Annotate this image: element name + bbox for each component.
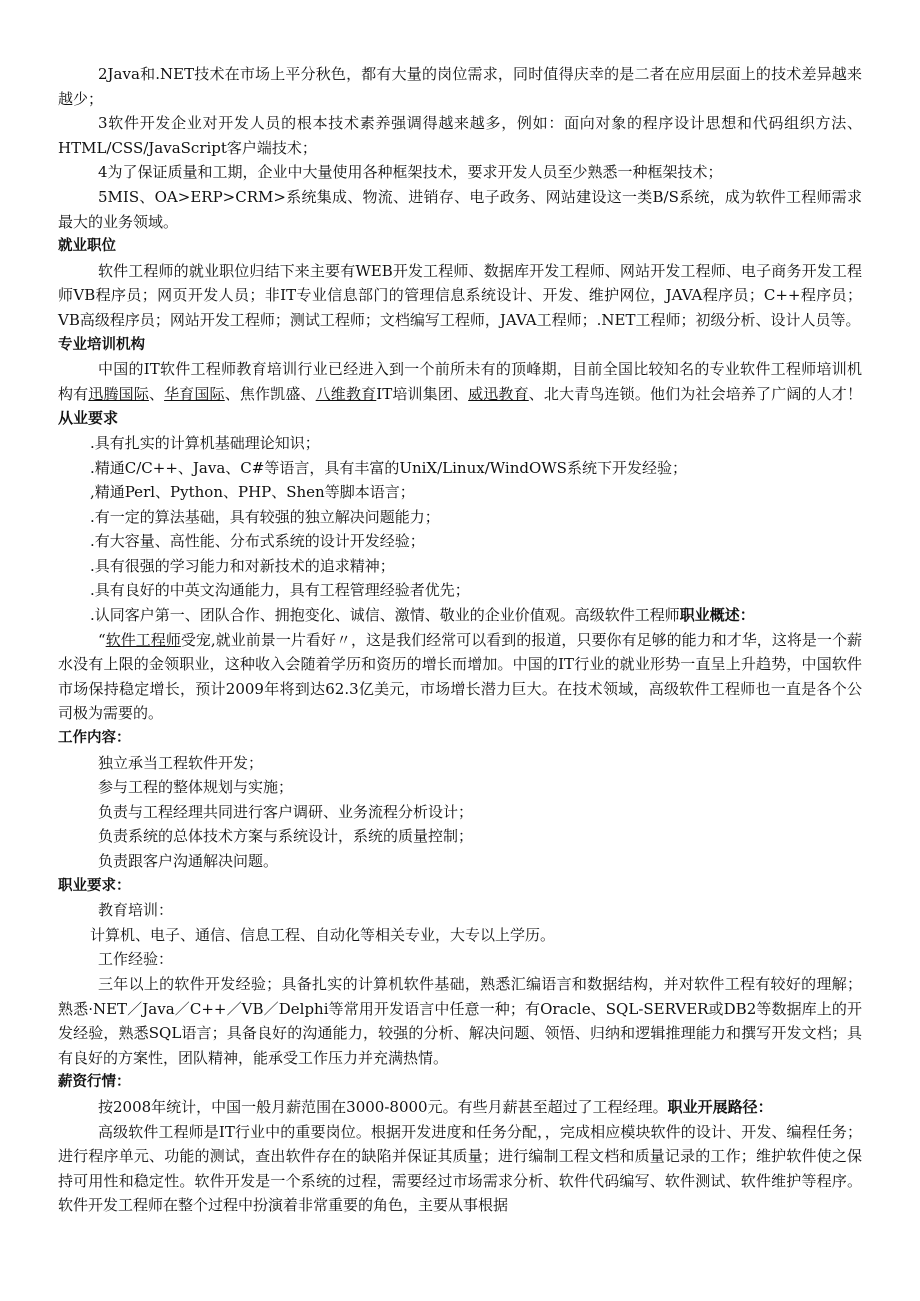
- jobs-heading: 就业职位: [58, 238, 116, 255]
- requirement-item: .精通C/C++、Java、C#等语言，具有丰富的UniX/Linux/WindOWS系统下开发经验；: [90, 458, 687, 477]
- values-item: [58, 603, 862, 628]
- career-requirements-heading: 职业要求：: [58, 877, 131, 894]
- experience-label: 工作经验：: [98, 950, 174, 969]
- education-label: 教育培训：: [98, 901, 174, 920]
- work-item: 参与工程的整体规划与实施；: [98, 778, 294, 797]
- link-weixun[interactable]: 威迅教育: [468, 384, 529, 403]
- work-item: 独立承当工程软件开发；: [98, 753, 264, 772]
- training-text-mid2: IT培训集团、: [376, 384, 469, 403]
- requirement-item: .有大容量、高性能、分布式系统的设计开发经验；: [90, 532, 425, 551]
- link-software-engineer[interactable]: 软件工程师: [105, 630, 181, 649]
- intro-paragraph-3: 3软件开发企业对开发人员的根本技术素养强调得越来越多，例如：面向对象的程序设计思想和代码组织方法、HTML/CSS/JavaScript客户端技术；: [58, 114, 862, 157]
- training-text-mid1: 、焦作凯盛、: [224, 384, 316, 403]
- training-sep: 、: [148, 384, 165, 403]
- salary-text: 按2008年统计，中国一般月薪范围在3000-8000元。有些月薪甚至超过了工程经理。: [98, 1097, 668, 1116]
- values-text: .认同客户第一、团队合作、拥抱变化、诚信、激情、敬业的企业价值观。高级软件工程师: [90, 606, 680, 625]
- intro-paragraph-2: 2Java和.NET技术在市场上平分秋色，都有大量的岗位需求，同时值得庆幸的是二者在应用层面上的技术差异越来越少；: [58, 65, 862, 108]
- requirements-heading: 从业要求: [58, 409, 119, 428]
- training-heading: 专业培训机构: [58, 336, 145, 353]
- salary-heading: 薪资行情：: [58, 1074, 131, 1091]
- jobs-paragraph: 软件工程师的就业职位归结下来主要有WEB开发工程师、数据库开发工程师、网站开发工程师、电子商务开发工程师VB程序员；网页开发人员；非IT专业信息部门的管理信息系统设计、开发、维护网位，JAVA程序员；C++程序员；VB高级程序员；网站开发工程师；测试工程师；文档编写工程师，JAVA工程师；.NET工程师；初级分析、设计人员等。: [58, 261, 862, 329]
- overview-heading: 职业概述：: [679, 606, 755, 625]
- overview-paragraph: [58, 628, 862, 726]
- career-path-heading: 职业开展路径：: [667, 1097, 773, 1116]
- requirement-item: .具有很强的学习能力和对新技术的追求精神；: [90, 556, 395, 575]
- work-item: 负责与工程经理共同进行客户调研、业务流程分析设计；: [98, 802, 474, 821]
- work-item: 负责跟客户沟通解决问题。: [98, 852, 279, 870]
- intro-paragraph-4: 4为了保证质量和工期，企业中大量使用各种框架技术，要求开发人员至少熟悉一种框架技术；: [98, 163, 723, 182]
- overview-text: 受宠,就业前景一片看好〃，这是我们经常可以看到的报道，只要你有足够的能力和才华，这将是一个薪水没有上限的金领职业，这种收入会随着学历和资历的增长而增加。中国的IT行业的就业形势一直呈上升趋势，中国软件市场保持稳定增长，预计2009年将到达62.3亿美元，市场增长潜力巨大。在技术领域，高级软件工程师也一直是各个公司极为需要的。: [58, 630, 862, 723]
- salary-paragraph: [58, 1095, 862, 1120]
- requirement-item: .具有良好的中英文沟通能力，具有工程管理经验者优先；: [90, 581, 470, 600]
- link-xunteng[interactable]: 迅腾国际: [88, 384, 149, 403]
- link-bawei[interactable]: 八维教育: [315, 384, 377, 403]
- overview-open-quote: “: [98, 630, 106, 649]
- work-heading: 工作内容：: [58, 730, 131, 747]
- education-text: 计算机、电子、通信、信息工程、自动化等相关专业，大专以上学历。: [90, 925, 556, 944]
- requirement-item: .有一定的算法基础，具有较强的独立解决问题能力；: [90, 507, 440, 526]
- training-paragraph: [58, 357, 862, 431]
- link-huayu[interactable]: 华育国际: [164, 384, 225, 403]
- career-path-paragraph: 高级软件工程师是IT行业中的重要岗位。根据开发进度和任务分配，，完成相应模块软件的设计、开发、编程任务；进行程序单元、功能的测试，查出软件存在的缺陷并保证其质量；进行编制工程文档和质量记录的工作；维护软件使之保持可用性和稳定性。软件开发是一个系统的过程，需要经过市场需求分析、软件代码编写、软件测试、软件维护等程序。软件开发工程师在整个过程中扮演着非常重要的角色，主要从事根据: [58, 1122, 862, 1215]
- intro-paragraph-5: 5MIS、OA>ERP>CRM>系统集成、物流、进销存、电子政务、网站建设这一类B/S系统，成为软件工程师需求最大的业务领域。: [58, 187, 862, 231]
- experience-text: 三年以上的软件开发经验；具备扎实的计算机软件基础，熟悉汇编语言和数据结构，并对软件工程有较好的理解；熟悉·NET／Java／C++／VB／Delphi等常用开发语言中任意一种；有Oracle、SQL-SERVER或DB2等数据库上的开发经验，熟悉SQL语言；具备良好的沟通能力，较强的分析、解决问题、领悟、归纳和逻辑推理能力和撰写开发文档；具有良好的方案性，团队精神，能承受工作压力并充满热情。: [58, 974, 862, 1067]
- requirement-item: .具有扎实的计算机基础理论知识；: [90, 433, 320, 452]
- requirement-item: ,精通Perl、Python、PHP、Shen等脚本语言；: [90, 483, 415, 502]
- training-text-end: 、北大青鸟连锁。他们为社会培养了广阔的人才！: [528, 384, 862, 403]
- training-text-start: 中国的IT软件工程师教育培训行业已经进入到一个前所未有的顶峰期，目前全国比较知名的专业软件工程师培训机构有: [58, 360, 862, 403]
- work-item: 负责系统的总体技术方案与系统设计，系统的质量控制；: [98, 827, 474, 846]
